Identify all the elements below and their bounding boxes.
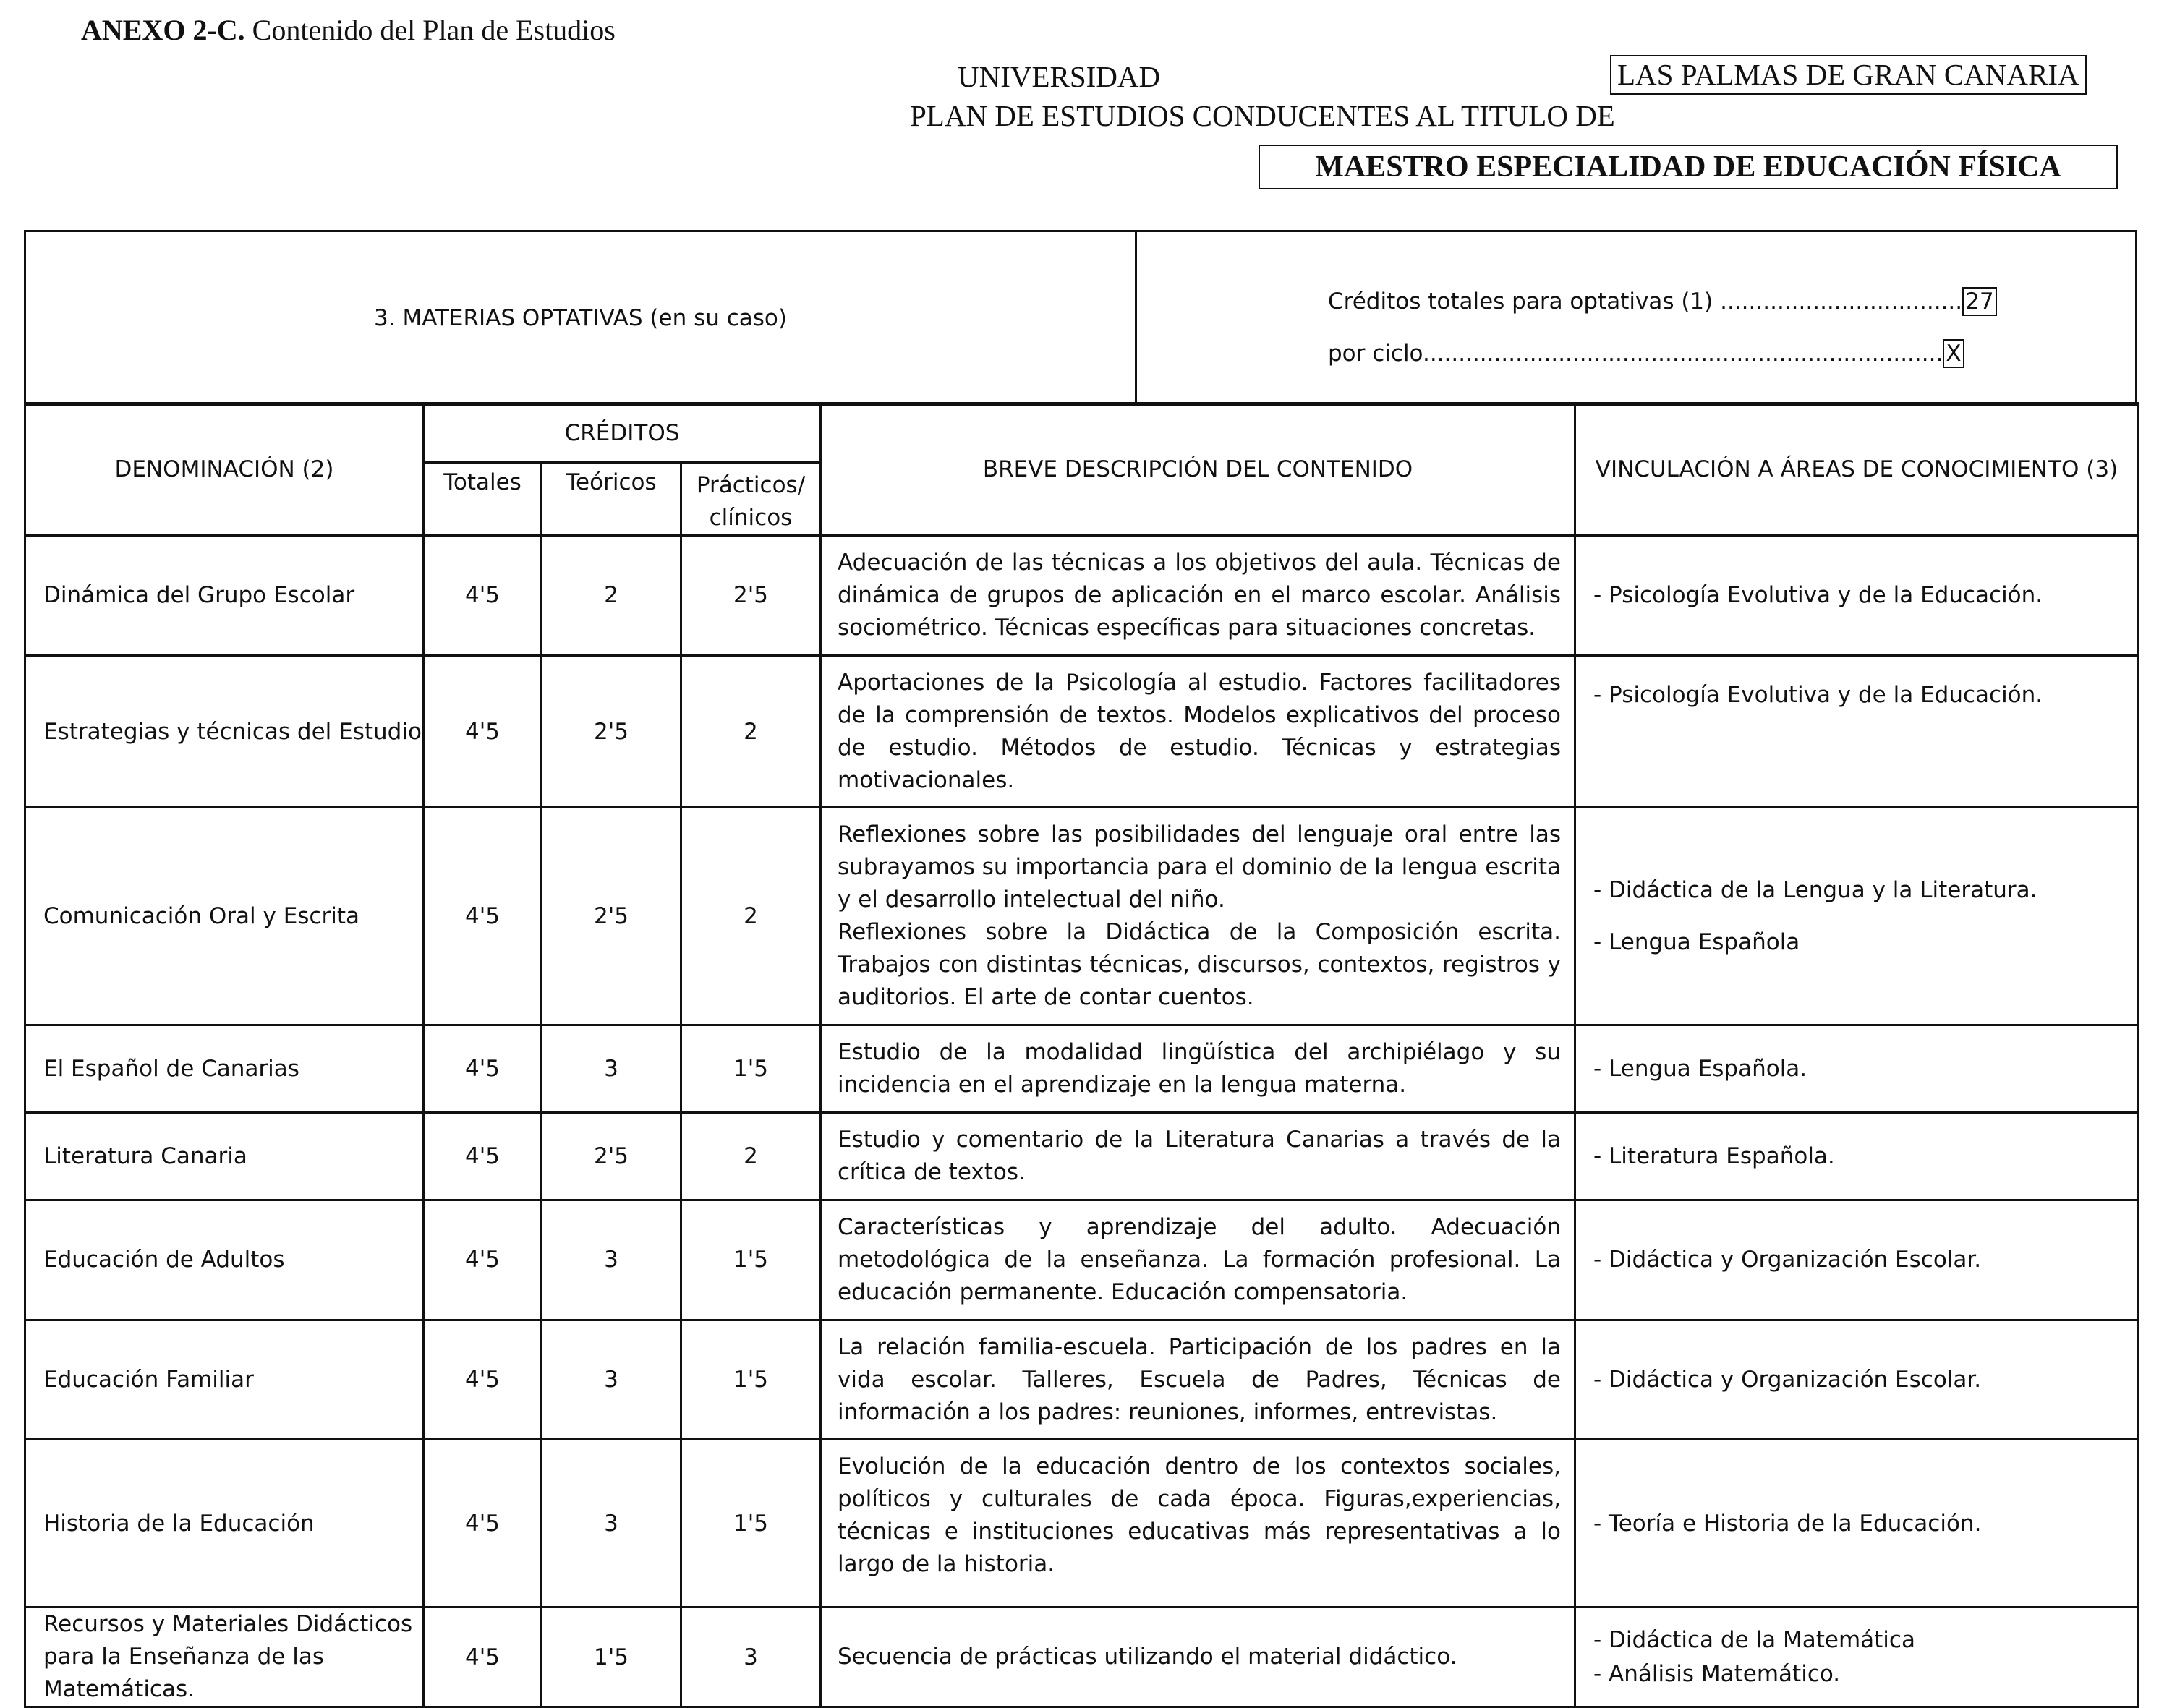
creditos-totales-value: 27 [1962, 287, 1996, 316]
row-vinculacion [1575, 1320, 2139, 1440]
anexo-code: ANEXO 2-C. [81, 14, 245, 46]
row-name: Educación de Adultos [25, 1200, 424, 1320]
row-teoricos: 2 [542, 535, 681, 655]
creditos-totales-label: Créditos totales para optativas (1) .................................. [1328, 289, 1963, 315]
vinc-item: - Lengua Española [1593, 929, 1800, 956]
row-totales: 4'5 [424, 808, 542, 1025]
row-practicos: 1'5 [681, 1320, 821, 1440]
col-vinculacion: VINCULACIÓN A ÁREAS DE CONOCIMIENTO (3) [1575, 403, 2139, 536]
row-practicos: 1'5 [681, 1440, 821, 1607]
table-row [25, 1440, 2139, 1607]
vinc-item: - Literatura Española. [1593, 1143, 1835, 1169]
row-totales: 4'5 [424, 1440, 542, 1607]
row-totales: 4'5 [424, 655, 542, 808]
universidad-label: UNIVERSIDAD [958, 60, 1161, 93]
row-name: Comunicación Oral y Escrita [25, 808, 424, 1025]
row-description: Evolución de la educación dentro de los contextos sociales, políticos y culturales de cada época. Figuras,experiencias, técnicas e instituciones educativas más representativas a lo largo de la historia. [821, 1440, 1575, 1607]
col-creditos: CRÉDITOS [424, 403, 821, 463]
desc-paragraph-2: Reflexiones sobre la Didáctica de la Composición escrita. Trabajos con distintas técnicas, discursos, contextos, registros y auditorios. El arte de contar cuentos. [838, 919, 1561, 1011]
row-vinculacion [1575, 655, 2139, 808]
row-teoricos: 3 [542, 1200, 681, 1320]
row-teoricos: 2'5 [542, 808, 681, 1025]
row-description: Estudio de la modalidad lingüística del archipiélago y su incidencia en el aprendizaje en la lengua materna. [821, 1025, 1575, 1113]
table-row [25, 1112, 2139, 1200]
row-teoricos: 3 [542, 1320, 681, 1440]
row-practicos: 2'5 [681, 535, 821, 655]
row-name: Recursos y Materiales Didácticos para la Enseñanza de las Matemáticas. [25, 1607, 424, 1707]
optativas-title-text: 3. MATERIAS OPTATIVAS (en su caso) [374, 305, 787, 331]
row-practicos: 1'5 [681, 1025, 821, 1113]
table-row [25, 1200, 2139, 1320]
row-totales: 4'5 [424, 1320, 542, 1440]
optativas-right [1328, 276, 1997, 380]
por-ciclo-line [1328, 328, 1997, 380]
row-totales: 4'5 [424, 1607, 542, 1707]
row-description: Adecuación de las técnicas a los objetivos del aula. Técnicas de dinámica de grupos de aplicación en el marco escolar. Análisis sociométrico. Técnicas específicas para situaciones concretas. [821, 535, 1575, 655]
row-description: La relación familia-escuela. Participación de los padres en la vida escolar. Talleres, Escuela de Padres, Técnicas de información a los padres: reuniones, informes, entrevistas. [821, 1320, 1575, 1440]
universidad-name: LAS PALMAS DE GRAN CANARIA [1610, 55, 2087, 95]
row-description: Estudio y comentario de la Literatura Canarias a través de la crítica de textos. [821, 1112, 1575, 1200]
por-ciclo-label: por ciclo......................................................................... [1328, 341, 1943, 367]
row-name: Historia de la Educación [25, 1440, 424, 1607]
por-ciclo-value: X [1943, 339, 1964, 368]
vinc-item: - Didáctica de la Matemática [1593, 1627, 1915, 1654]
row-teoricos: 2'5 [542, 655, 681, 808]
col-totales: Totales [424, 463, 542, 536]
vinc-item: - Psicología Evolutiva y de la Educación. [1593, 681, 2043, 708]
row-vinculacion [1575, 808, 2139, 1025]
anexo-heading [81, 13, 616, 47]
row-vinculacion [1575, 1112, 2139, 1200]
column-header-row-1 [25, 403, 2139, 463]
anexo-subtitle: Contenido del Plan de Estudios [244, 14, 616, 46]
row-teoricos: 2'5 [542, 1112, 681, 1200]
row-practicos: 3 [681, 1607, 821, 1707]
row-teoricos: 3 [542, 1025, 681, 1113]
row-description: Secuencia de prácticas utilizando el material didáctico. [821, 1607, 1575, 1707]
row-practicos: 1'5 [681, 1200, 821, 1320]
row-vinculacion [1575, 1025, 2139, 1113]
subjects-table [24, 402, 2139, 1708]
row-totales: 4'5 [424, 1200, 542, 1320]
row-vinculacion [1575, 1607, 2139, 1707]
row-vinculacion [1575, 535, 2139, 655]
optativas-block [24, 230, 2137, 406]
row-practicos: 2 [681, 1112, 821, 1200]
vinc-item: - Didáctica de la Lengua y la Literatura. [1593, 876, 2037, 903]
row-totales: 4'5 [424, 1025, 542, 1113]
row-description: Aportaciones de la Psicología al estudio. Factores facilitadores de la comprensión de textos. Modelos explicativos del proceso de estudio. Métodos de estudio. Técnicas y estrategias motivacionales. [821, 655, 1575, 808]
row-description: Características y aprendizaje del adulto. Adecuación metodológica de la enseñanza. La formación profesional. La educación permanente. Educación compensatoria. [821, 1200, 1575, 1320]
vinc-item: - Didáctica y Organización Escolar. [1593, 1246, 1982, 1273]
row-practicos: 2 [681, 808, 821, 1025]
row-name: El Español de Canarias [25, 1025, 424, 1113]
row-name: Literatura Canaria [25, 1112, 424, 1200]
vinc-item: - Psicología Evolutiva y de la Educación. [1593, 582, 2043, 609]
table-row [25, 535, 2139, 655]
row-teoricos: 3 [542, 1440, 681, 1607]
col-denominacion: DENOMINACIÓN (2) [25, 403, 424, 536]
row-teoricos: 1'5 [542, 1607, 681, 1707]
col-descripcion: BREVE DESCRIPCIÓN DEL CONTENIDO [821, 403, 1575, 536]
table-row [25, 808, 2139, 1025]
vinc-item: - Didáctica y Organización Escolar. [1593, 1366, 1982, 1393]
row-totales: 4'5 [424, 535, 542, 655]
row-practicos: 2 [681, 655, 821, 808]
creditos-totales-line [1328, 276, 1997, 328]
row-name: Estrategias y técnicas del Estudio [25, 655, 424, 808]
titulo-box: MAESTRO ESPECIALIDAD DE EDUCACIÓN FÍSICA [1259, 145, 2118, 189]
table-row [25, 655, 2139, 808]
optativas-left [26, 232, 1137, 404]
row-totales: 4'5 [424, 1112, 542, 1200]
desc-paragraph-1: Reflexiones sobre las posibilidades del lenguaje oral entre las subrayamos su importancia para el dominio de la lengua escrita y el desarrollo intelectual del niño. [838, 821, 1561, 913]
row-name: Educación Familiar [25, 1320, 424, 1440]
vinc-item: - Lengua Española. [1593, 1055, 1807, 1082]
row-vinculacion [1575, 1440, 2139, 1607]
table-row [25, 1025, 2139, 1113]
row-description [821, 808, 1575, 1025]
col-practicos: Prácticos/ clínicos [681, 463, 821, 536]
vinc-item: - Teoría e Historia de la Educación. [1593, 1510, 1982, 1537]
table-row [25, 1320, 2139, 1440]
plan-text: PLAN DE ESTUDIOS CONDUCENTES AL TITULO DE [910, 99, 1615, 132]
col-teoricos: Teóricos [542, 463, 681, 536]
table-row [25, 1607, 2139, 1707]
vinc-item: - Análisis Matemático. [1593, 1660, 1841, 1687]
row-vinculacion [1575, 1200, 2139, 1320]
row-name: Dinámica del Grupo Escolar [25, 535, 424, 655]
